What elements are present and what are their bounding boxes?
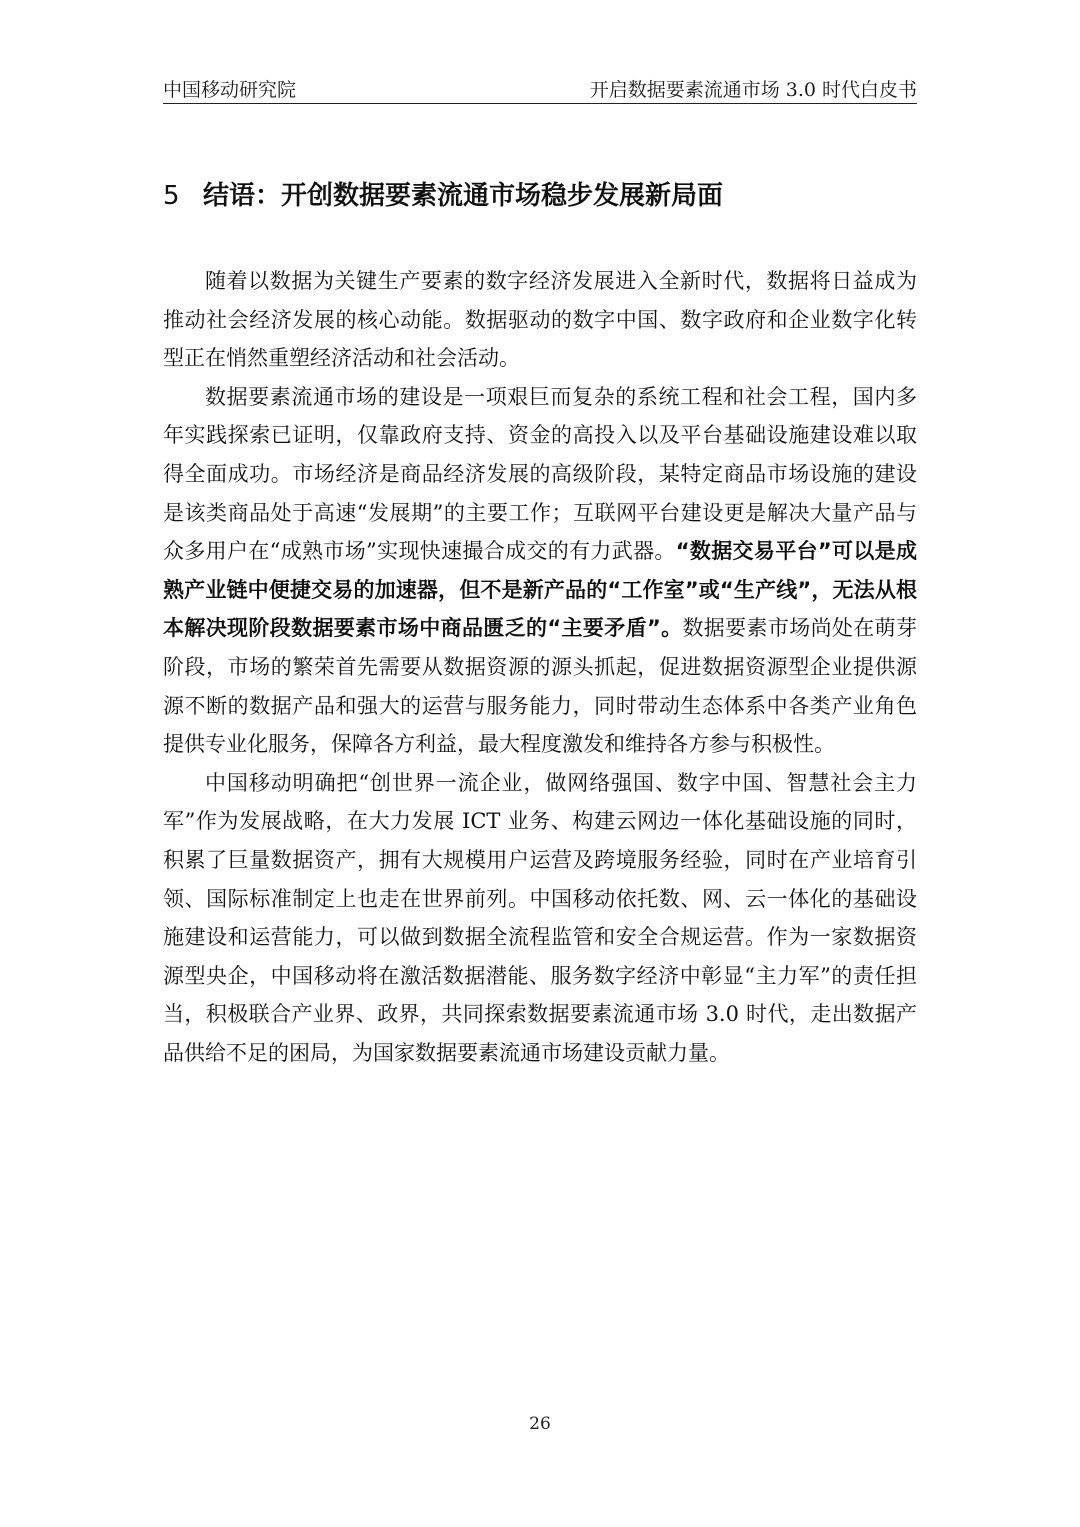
header-divider <box>163 103 917 104</box>
body-text <box>163 262 917 1072</box>
paragraph-1: 随着以数据为关键生产要素的数字经济发展进入全新时代，数据将日益成为推动社会经济发展的核心动能。数据驱动的数字中国、数字政府和企业数字化转型正在悄然重塑经济活动和社会活动。 <box>163 269 917 371</box>
running-header <box>163 78 917 104</box>
header-document-title: 开启数据要素流通市场 3.0 时代白皮书 <box>589 79 917 101</box>
paragraph-2 <box>163 378 917 764</box>
section-heading <box>163 178 923 214</box>
paragraph-3: 中国移动明确把“创世界一流企业，做网络强国、数字中国、智慧社会主力军”作为发展战略，在大力发展 ICT 业务、构建云网边一体化基础设施的同时，积累了巨量数据资产，拥有大规模用户运营及跨境服务经验，同时在产业培育引领、国际标准制定上也走在世界前列。中国移动依托数、网、云一体化的基础设施建设和运营能力，可以做到数据全流程监管和安全合规运营。作为一家数据资源型央企，中国移动将在激活数据潜能、服务数字经济中彰显“主力军”的责任担当，积极联合产业界、政界，共同探索数据要素流通市场 3.0 时代，走出数据产品供给不足的困局，为国家数据要素流通市场建设贡献力量。 <box>163 770 917 1065</box>
paragraph-2-lead: 数据要素流通市场的建设是一项艰巨而复杂的系统工程和社会工程，国内多年实践探索已证明，仅靠政府支持、资金的高投入以及平台基础设施建设难以取得全面成功。市场经济是商品经济发展的高级阶段，某特定商品市场设施的建设是该类商品处于高速“发展期”的主要工作；互联网平台建设更是解决大量产品与众多用户在“成熟市场”实现快速撮合成交的有力武器。 <box>163 384 917 564</box>
paragraph-2-tail: 数据要素市场尚处在萌芽阶段，市场的繁荣首先需要从数据资源的源头抓起，促进数据资源型企业提供源源不断的数据产品和强大的运营与服务能力，同时带动生态体系中各类产业角色提供专业化服务，保障各方利益，最大程度激发和维持各方参与积极性。 <box>163 616 917 757</box>
section-title: 结语：开创数据要素流通市场稳步发展新局面 <box>203 181 724 211</box>
page-number: 26 <box>529 1414 551 1434</box>
paragraph-2-emphasis: “数据交易平台”可以是成熟产业链中便捷交易的加速器，但不是新产品的“工作室”或“生产线”，无法从根本解决现阶段数据要素市场中商品匮乏的“主要矛盾”。 <box>163 539 917 641</box>
section-number: 5 <box>163 181 180 211</box>
header-organization: 中国移动研究院 <box>163 79 297 101</box>
